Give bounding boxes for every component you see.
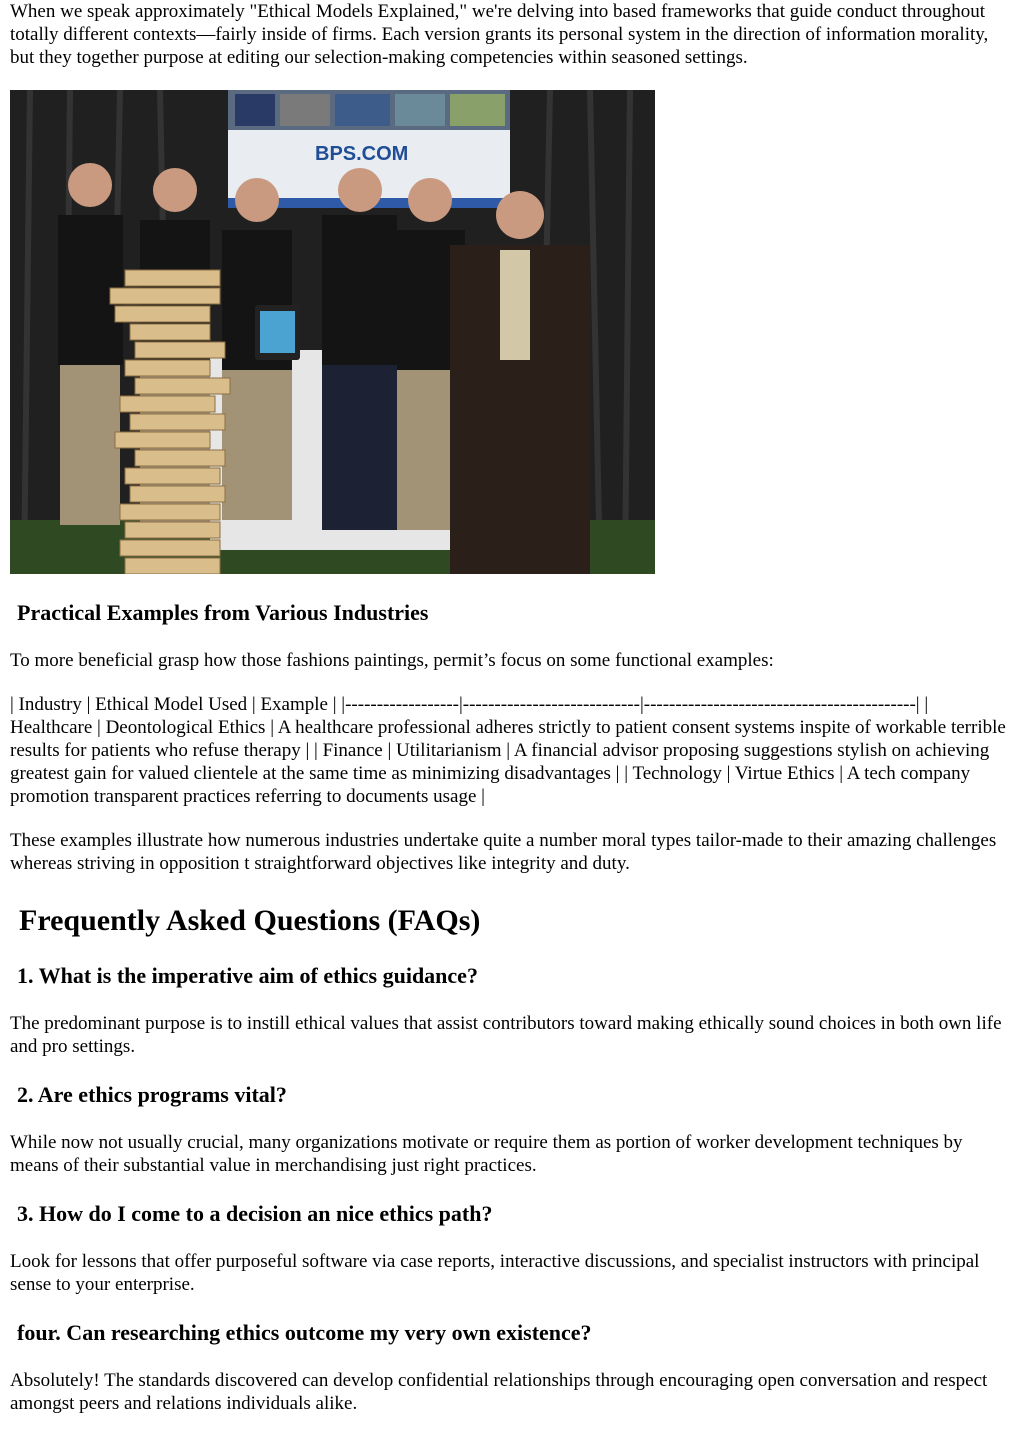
faq-question: 2. Are ethics programs vital? [17,1082,287,1107]
faq-question: 1. What is the imperative aim of ethics guidance? [17,963,478,988]
faq-heading: Frequently Asked Questions (FAQs) [19,904,481,937]
banner-text: BPS.COM [315,143,409,165]
team-photo [10,90,655,574]
faq-question: four. Can researching ethics outcome my very own existence? [17,1320,592,1345]
faq-answer: While now not usually crucial, many organizations motivate or require them as portion of worker development techniques by means of their substantial value in merchandising just right practices. [10,1132,963,1176]
examples-intro-paragraph: To more beneficial grasp how those fashions paintings, permit’s focus on some functional examples: [10,650,774,671]
intro-paragraph: When we speak approximately "Ethical Models Explained," we're delving into based frameworks that guide conduct throughout totally different contexts—fairly inside of firms. Each version grants its personal system in the direction of information morality, but they together purpose at editing our selection-making competencies within seasoned settings. [10,1,989,68]
faq-answer: Absolutely! The standards discovered can develop confidential relationships through encouraging open conversation and respect amongst peers and relations individuals alike. [10,1370,988,1414]
faq-answer: The predominant purpose is to instill ethical values that assist contributors toward making ethically sound choices in both own life and pro settings. [10,1013,1002,1057]
faq-question: 3. How do I come to a decision an nice ethics path? [17,1201,493,1226]
faq-answer: Look for lessons that offer purposeful software via case reports, interactive discussions, and specialist instructors with principal sense to your enterprise. [10,1251,980,1295]
examples-table-text: | Industry | Ethical Model Used | Example | |------------------|----------------------------|-------------------------------------------| | Healthcare | Deontological Ethics | A healthcare professional adheres strictly to patient consent systems inspite of workable terrible results for patients who refuse therapy | | Finance | Utilitarianism | A financial advisor proposing suggestions stylish on achieving greatest gain for valued clientele at the same time as minimizing disadvantages | | Technology | Virtue Ethics | A tech company promotion transparent practices referring to documents usage | [10,694,1006,807]
section-heading-examples: Practical Examples from Various Industries [17,600,429,625]
examples-summary-paragraph: These examples illustrate how numerous industries undertake quite a number moral types tailor-made to their amazing challenges whereas striving in opposition t straightforward objectives like integrity and duty. [10,830,997,874]
